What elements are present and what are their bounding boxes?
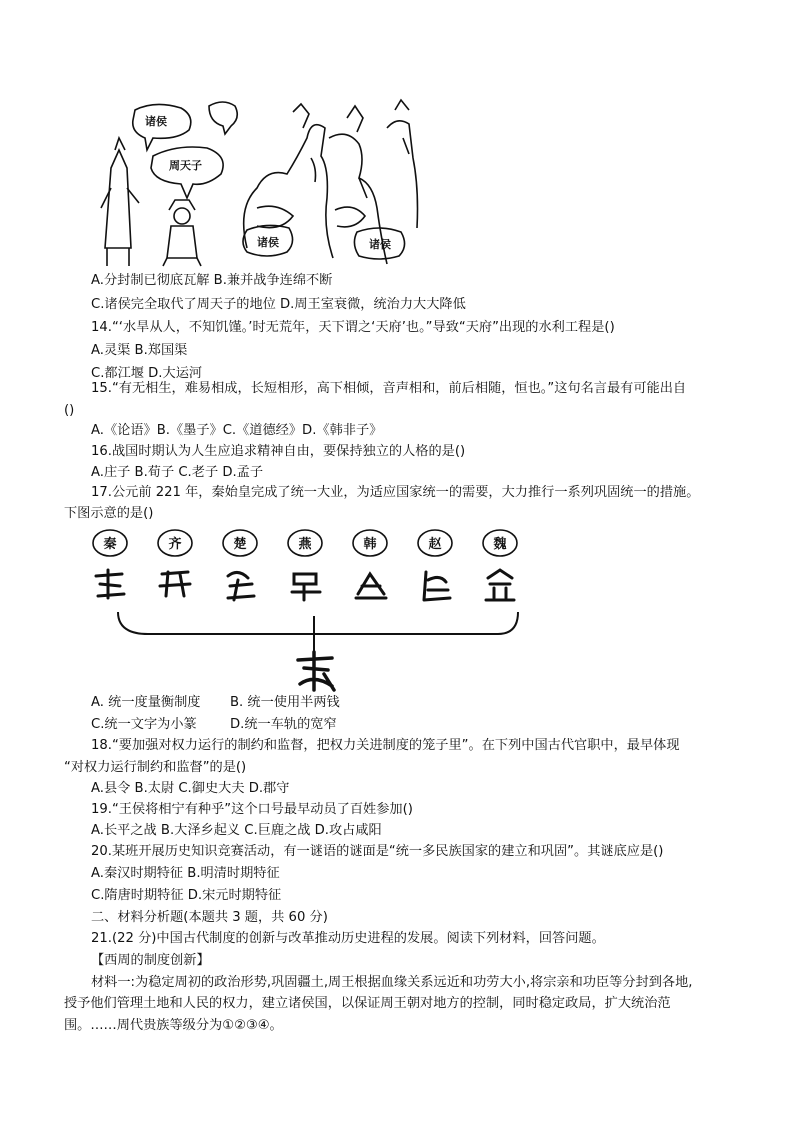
q18-stem-line1: 18.“要加强对权力运行的制约和监督，把权力关进制度的笼子里”。在下列中国古代官职中，最早体现 bbox=[91, 738, 680, 753]
bubble-label: 诸侯 bbox=[145, 115, 167, 128]
q17-stem-line1: 17.公元前 221 年，秦始皇完成了统一大业，为适应国家统一的需要，大力推行一系列巩固统一的措施。 bbox=[91, 485, 700, 500]
q21-material-line1: 材料一:为稳定周初的政治形势,巩固疆土,周王根据血缘关系远近和功劳大小,将宗亲和功臣等分封到各地, bbox=[91, 975, 693, 990]
archaic-glyph-yan bbox=[292, 574, 320, 600]
section-heading: 二、材料分析题(本题共 3 题，共 60 分) bbox=[91, 910, 328, 925]
bracket-line bbox=[118, 612, 518, 634]
bubble-label: 周天子 bbox=[169, 159, 202, 172]
q14-options-line2: C.都江堰 D.大运河 bbox=[91, 366, 203, 381]
archaic-glyph-qin bbox=[96, 570, 124, 598]
q16-stem: 16.战国时期认为人生应追求精神自由，要保持独立的人格的是() bbox=[91, 444, 466, 459]
unified-seal-glyph bbox=[298, 652, 334, 690]
state-label: 楚 bbox=[233, 537, 247, 552]
q19-options: A.长平之战 B.大泽乡起义 C.巨鹿之战 D.攻占咸阳 bbox=[91, 823, 382, 838]
q19-stem: 19.“王侯将相宁有种乎”这个口号最早动员了百姓参加() bbox=[91, 802, 413, 817]
cartoon-illustration bbox=[97, 98, 423, 268]
q13-options-line1: A.分封制已彻底瓦解 B.兼并战争连绵不断 bbox=[91, 273, 333, 288]
q17-option-c: C.统一文字为小篆 bbox=[91, 717, 197, 732]
q17-option-b: B. 统一使用半两钱 bbox=[230, 695, 340, 710]
q21-material-line3: 围。……周代贵族等级分为①②③④。 bbox=[64, 1018, 283, 1033]
state-label: 魏 bbox=[493, 537, 507, 552]
state-label: 赵 bbox=[428, 537, 442, 552]
q17-stem-line2: 下图示意的是() bbox=[64, 506, 154, 521]
q17-option-d: D.统一车轨的宽窄 bbox=[230, 717, 337, 732]
q14-stem: 14.“‘水旱从人，不知饥馑。’时无荒年，天下谓之‘天府’也。”导致“天府”出现的水利工程是() bbox=[91, 320, 615, 335]
archaic-glyph-chu bbox=[228, 572, 254, 600]
seal-script-figure bbox=[88, 524, 538, 692]
q21-heading: 【西周的制度创新】 bbox=[91, 953, 210, 968]
bubble-label: 诸侯 bbox=[369, 238, 391, 251]
q20-stem: 20.某班开展历史知识竞赛活动，有一谜语的谜面是“统一多民族国家的建立和巩固”。其谜底应是() bbox=[91, 844, 664, 859]
archaic-glyph-zhao bbox=[424, 572, 450, 600]
q20-options-line2: C.隋唐时期特征 D.宋元时期特征 bbox=[91, 888, 282, 903]
state-label: 秦 bbox=[103, 537, 117, 552]
state-label: 燕 bbox=[298, 537, 312, 552]
q21-material-line2: 授予他们管理土地和人民的权力，建立诸侯国，以保证周王朝对地方的控制，同时稳定政局，扩大统治范 bbox=[64, 996, 671, 1011]
archaic-glyph-han bbox=[356, 574, 386, 598]
q21-stem: 21.(22 分)中国古代制度的创新与改革推动历史进程的发展。阅读下列材料，回答问题。 bbox=[91, 931, 605, 946]
state-label: 韩 bbox=[363, 537, 377, 552]
q16-options: A.庄子 B.荀子 C.老子 D.孟子 bbox=[91, 465, 264, 480]
q18-stem-line2: “对权力运行制约和监督”的是() bbox=[64, 760, 247, 775]
bubble-label: 诸侯 bbox=[257, 236, 279, 249]
state-label: 齐 bbox=[168, 537, 182, 552]
archaic-glyph-wei bbox=[486, 570, 514, 600]
q18-options: A.县令 B.太尉 C.御史大夫 D.郡守 bbox=[91, 781, 290, 796]
q15-options: A.《论语》B.《墨子》C.《道德经》D.《韩非子》 bbox=[91, 423, 383, 438]
q20-options-line1: A.秦汉时期特征 B.明清时期特征 bbox=[91, 866, 280, 881]
q15-stem-line1: 15.“有无相生，难易相成，长短相形，高下相倾，音声相和，前后相随，恒也。”这句名言最有可能出自 bbox=[91, 381, 687, 396]
q13-options-line2: C.诸侯完全取代了周天子的地位 D.周王室衰微，统治力大大降低 bbox=[91, 297, 466, 312]
q14-options-line1: A.灵渠 B.郑国渠 bbox=[91, 343, 188, 358]
q15-stem-line2: () bbox=[64, 403, 75, 418]
archaic-glyph-qi bbox=[160, 572, 190, 596]
q17-option-a: A. 统一度量衡制度 bbox=[91, 695, 201, 710]
